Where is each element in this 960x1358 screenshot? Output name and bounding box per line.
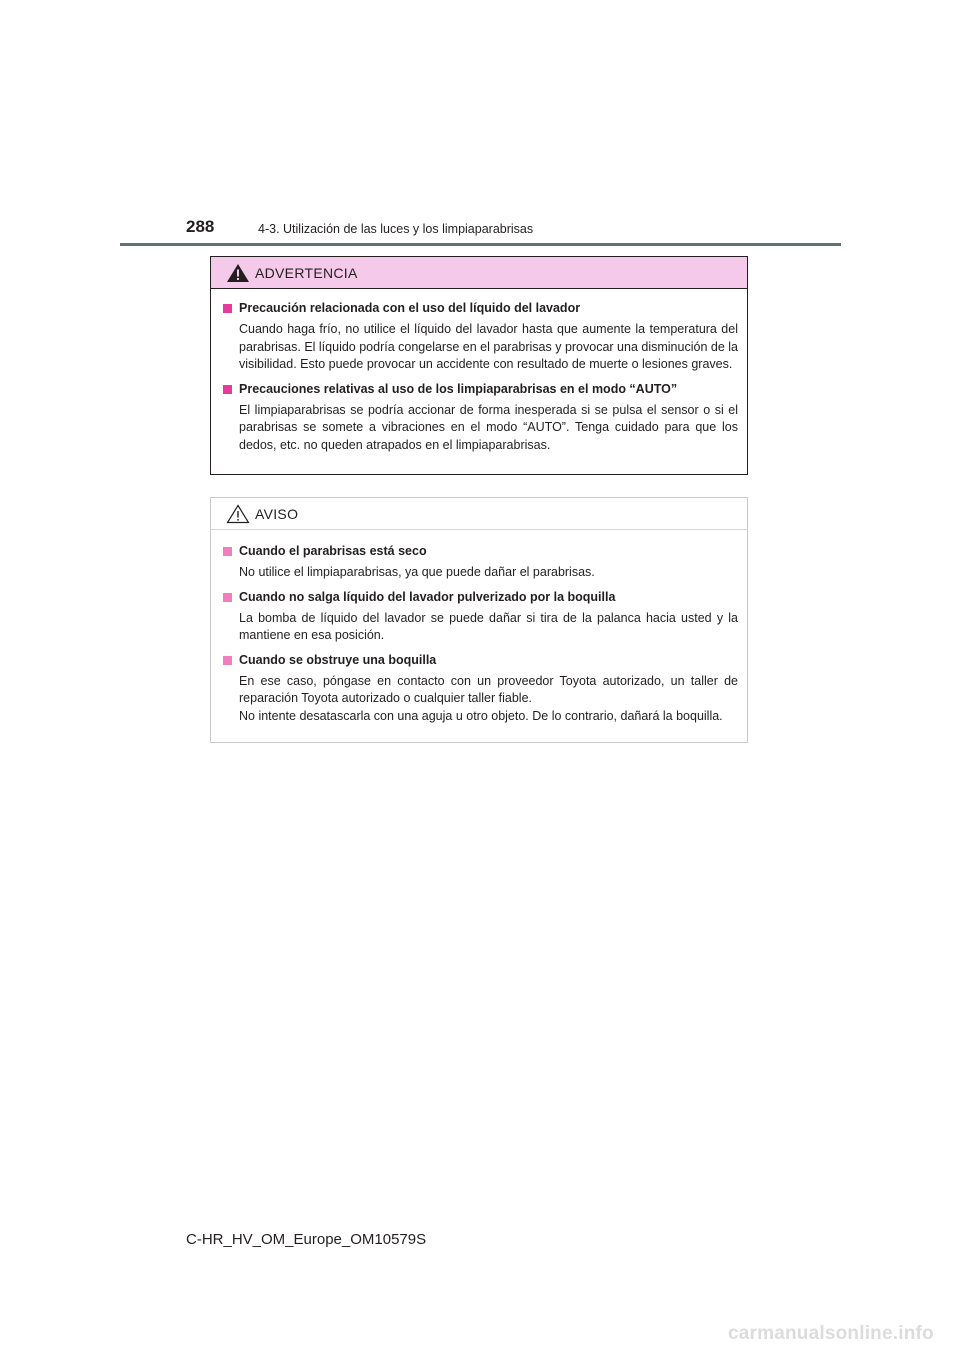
document-code: C-HR_HV_OM_Europe_OM10579S xyxy=(186,1231,427,1248)
notice-item-text: No utilice el limpiaparabrisas, ya que puede dañar el parabrisas. xyxy=(239,565,595,579)
notice-item xyxy=(221,589,738,645)
warning-item-text: El limpiaparabrisas se podría accionar de forma inesperada si se pulsa el sensor o si el parabrisas se somete a vibraciones en el modo “AUTO”. Tenga cuidado para que los dedos, etc. no queden atrapados en el limpiaparabrisas. xyxy=(239,402,738,452)
warning-item-title-text: Precaución relacionada con el uso del líquido del lavador xyxy=(239,301,581,315)
square-bullet-icon xyxy=(223,593,232,602)
warning-item-text: Cuando haga frío, no utilice el líquido del lavador hasta que aumente la temperatura del parabrisas. El líquido podría congelarse en el parabrisas y provocar una disminución de la visibilidad. Esto puede provocar un accidente con resultado de muerte o lesiones graves. xyxy=(239,322,738,371)
section-title: 4-3. Utilización de las luces y los limpiaparabrisas xyxy=(258,222,534,236)
square-bullet-icon xyxy=(223,385,232,394)
warning-box-body xyxy=(211,289,747,474)
warning-item xyxy=(221,381,738,455)
notice-box-label: AVISO xyxy=(255,506,299,522)
notice-item-text: En ese caso, póngase en contacto con un proveedor Toyota autorizado, un taller de reparación Toyota autorizado o cualquier taller fiable. xyxy=(239,673,738,705)
notice-box-body xyxy=(211,530,747,742)
notice-item xyxy=(221,543,738,582)
watermark-link[interactable]: carmanualsonline.info xyxy=(728,1323,934,1344)
warning-box xyxy=(210,256,748,475)
warning-item-title xyxy=(221,381,738,398)
warning-item xyxy=(221,300,738,374)
notice-box xyxy=(210,497,748,743)
warning-box-label: ADVERTENCIA xyxy=(255,265,358,281)
notice-item-title xyxy=(221,652,738,669)
warning-triangle-icon xyxy=(226,263,250,283)
warning-item-title xyxy=(221,300,738,317)
caution-triangle-outline-icon xyxy=(226,504,250,524)
notice-item-title xyxy=(221,589,738,606)
page-number: 288 xyxy=(186,217,215,236)
notice-item-title-text: Cuando el parabrisas está seco xyxy=(239,544,427,558)
square-bullet-icon xyxy=(223,304,232,313)
header-rule xyxy=(120,243,841,246)
notice-box-header xyxy=(211,498,747,530)
square-bullet-icon xyxy=(223,547,232,556)
square-bullet-icon xyxy=(223,656,232,665)
notice-item-title-text: Cuando no salga líquido del lavador pulverizado por la boquilla xyxy=(239,589,616,604)
notice-item-title-text: Cuando se obstruye una boquilla xyxy=(239,652,437,667)
notice-item-text: No intente desatascarla con una aguja u otro objeto. De lo contrario, dañará la boquilla. xyxy=(239,708,723,723)
warning-box-header xyxy=(211,257,747,289)
notice-item-title xyxy=(221,543,738,560)
warning-item-title-text: Precauciones relativas al uso de los limpiaparabrisas en el modo “AUTO” xyxy=(239,381,678,396)
notice-item xyxy=(221,652,738,726)
notice-item-text: La bomba de líquido del lavador se puede dañar si tira de la palanca hacia usted y la mantiene en esa posición. xyxy=(239,610,738,642)
